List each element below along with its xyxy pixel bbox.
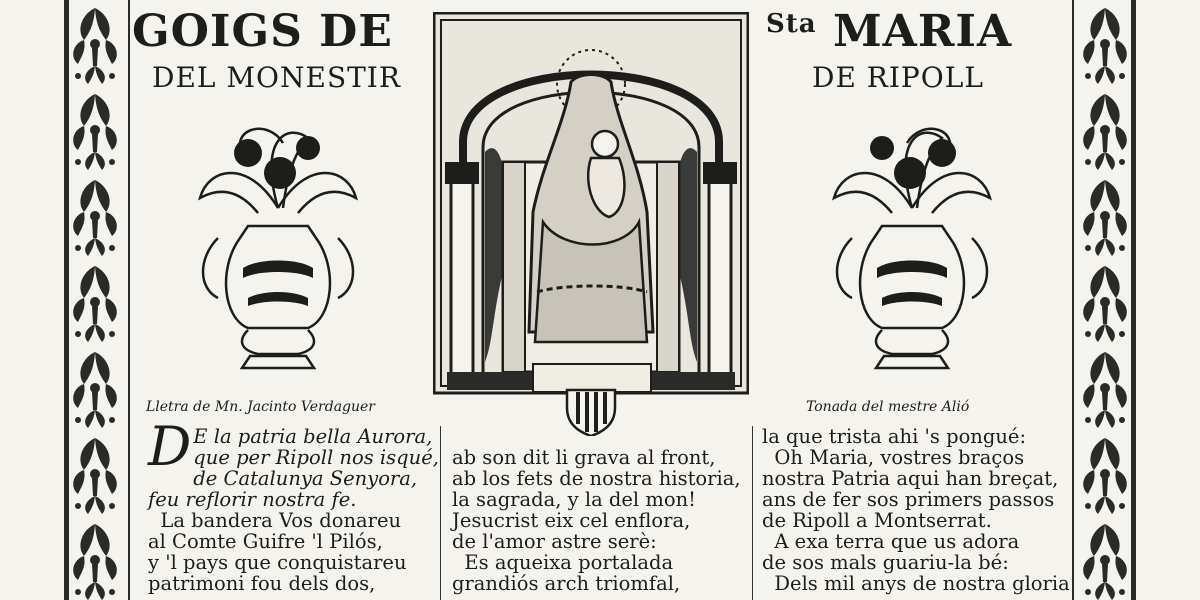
verse-line: de Ripoll a Montserrat. bbox=[762, 509, 992, 532]
subtitle-right: DE RIPOLL bbox=[812, 61, 984, 94]
verse-line: que per Ripoll nos isqué, bbox=[193, 446, 439, 469]
inner-border-left bbox=[128, 0, 130, 600]
verse-line: de l'amor astre serè: bbox=[452, 530, 657, 553]
column-rule-2 bbox=[752, 426, 753, 600]
verse-column-3 bbox=[762, 426, 1070, 594]
drop-cap: D bbox=[148, 415, 192, 478]
flower-vase-left bbox=[188, 118, 368, 376]
flower-vase-right bbox=[822, 118, 1002, 376]
verse-line: al Comte Guifre 'l Pilós, bbox=[148, 530, 383, 553]
verse-line: Oh Maria, vostres braços bbox=[762, 446, 1025, 469]
verse-line: A exa terra que us adora bbox=[762, 530, 1020, 553]
verse-line: de Catalunya Senyora, bbox=[193, 467, 418, 490]
verse-line: Jesucrist eix cel enflora, bbox=[452, 509, 691, 532]
column-rule-1 bbox=[440, 426, 441, 600]
verse-line: ans de fer sos primers passos bbox=[762, 488, 1055, 511]
verse-line: nostra Patria aqui han breçat, bbox=[762, 467, 1059, 490]
verse-line: ab son dit li grava al front, bbox=[452, 446, 716, 469]
madonna-woodcut bbox=[433, 12, 749, 436]
verse-line: Dels mil anys de nostra gloria bbox=[762, 572, 1070, 595]
verse-line: Es aqueixa portalada bbox=[452, 551, 674, 574]
verse-line: la que trista ahi 's pongué: bbox=[762, 425, 1027, 448]
lyrics-credit: Lletra de Mn. Jacinto Verdaguer bbox=[146, 399, 375, 415]
verse-line: feu reflorir nostra fe. bbox=[148, 488, 357, 511]
floral-border-left bbox=[64, 0, 126, 600]
verse-line: ab los fets de nostra historia, bbox=[452, 467, 741, 490]
verse-line: E la patria bella Aurora, bbox=[193, 425, 433, 448]
verse-line bbox=[452, 426, 741, 447]
verse-line: de sos mals guariu-la bé: bbox=[762, 551, 1009, 574]
title-sup: Sta bbox=[766, 9, 817, 39]
verse-line: grandiós arch triomfal, bbox=[452, 572, 681, 595]
verse-column-2 bbox=[452, 426, 741, 594]
title-left: GOIGS DE bbox=[132, 6, 393, 57]
verse-line: y 'l pays que conquistareu bbox=[148, 551, 407, 574]
title-maria: MARIA bbox=[832, 6, 1013, 57]
verse-column-1 bbox=[148, 415, 439, 595]
music-credit: Tonada del mestre Alió bbox=[806, 399, 970, 415]
verse-line: la sagrada, y la del mon! bbox=[452, 488, 696, 511]
floral-border-right bbox=[1074, 0, 1136, 600]
subtitle-left: DEL MONESTIR bbox=[152, 61, 401, 94]
inner-border-right bbox=[1072, 0, 1074, 600]
title-right bbox=[766, 6, 1013, 57]
verse-line: La bandera Vos donareu bbox=[148, 509, 402, 532]
verse-line: patrimoni fou dels dos, bbox=[148, 572, 376, 595]
